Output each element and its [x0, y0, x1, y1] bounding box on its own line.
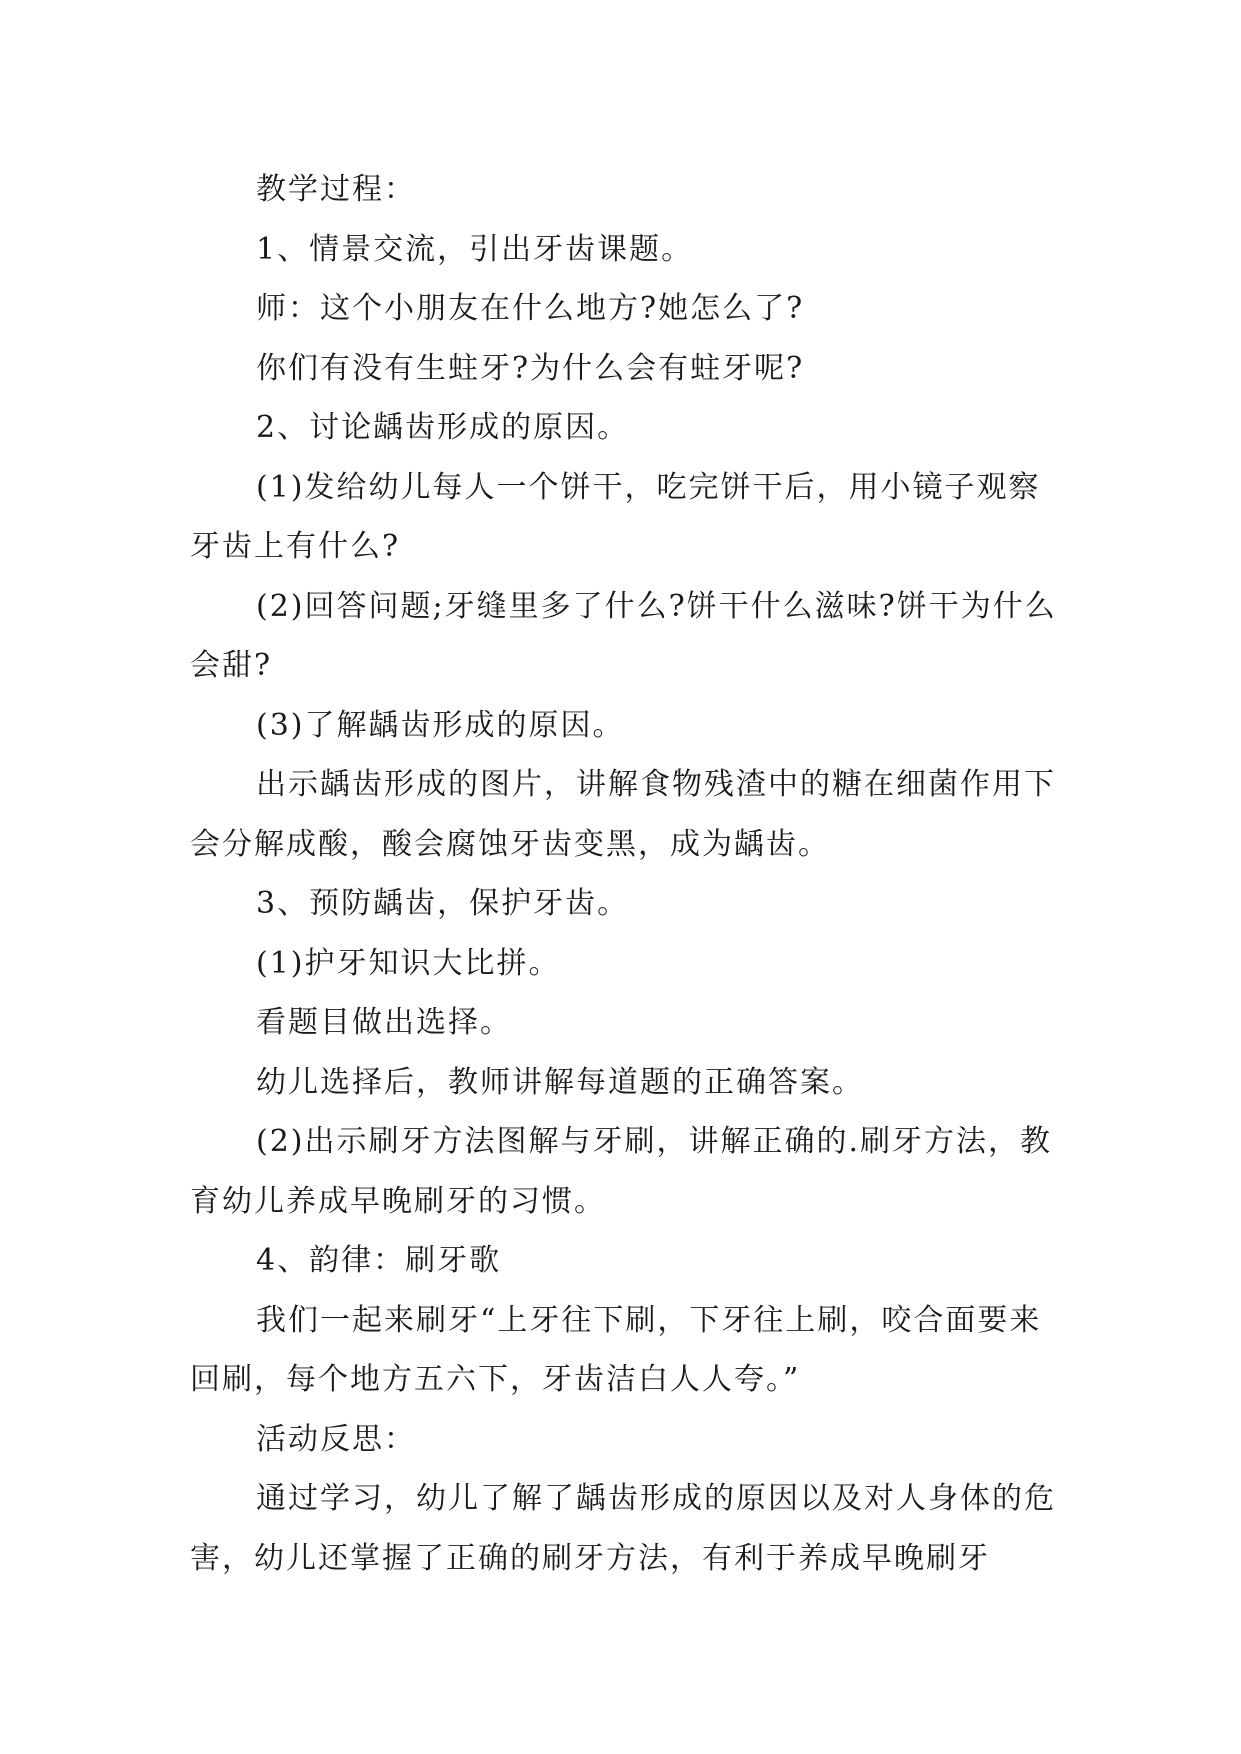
paragraph-song: 我们一起来刷牙“上牙往下刷，下牙往上刷，咬合面要来回刷，每个地方五六下，牙齿洁白人人夸。”	[190, 1302, 1042, 1397]
paragraph-reflection: 通过学习，幼儿了解了龋齿形成的原因以及对人身体的危害，幼儿还掌握了正确的刷牙方法，有利于养成早晚刷牙	[190, 1481, 1056, 1576]
paragraph-cavity-explanation: 出示龋齿形成的图片，讲解食物残渣中的糖在细菌作用下会分解成酸，酸会腐蚀牙齿变黑，成为龋齿。	[190, 767, 1056, 862]
paragraph-step-3-2: (2)出示刷牙方法图解与牙刷，讲解正确的.刷牙方法，教育幼儿养成早晚刷牙的习惯。	[190, 1124, 1053, 1219]
paragraph-teacher-question: 师：这个小朋友在什么地方?她怎么了?	[256, 291, 805, 326]
paragraph-step-4: 4、韵律：刷牙歌	[256, 1243, 502, 1278]
paragraph-teacher-answer: 幼儿选择后，教师讲解每道题的正确答案。	[256, 1064, 864, 1100]
paragraph-step-2-2: (2)回答问题;牙缝里多了什么?饼干什么滋味?饼干为什么会甜?	[190, 588, 1057, 683]
document-body	[190, 160, 1066, 1588]
paragraph-step-3-1: (1)护牙知识大比拼。	[256, 945, 561, 981]
paragraph-heading-reflection: 活动反思：	[256, 1421, 416, 1457]
paragraph-choose: 看题目做出选择。	[256, 1005, 512, 1040]
paragraph-step-1: 1、情景交流，引出牙齿课题。	[256, 231, 694, 267]
paragraph-heading-process: 教学过程：	[256, 172, 416, 207]
paragraph-cavity-question: 你们有没有生蛀牙?为什么会有蛀牙呢?	[256, 350, 805, 386]
paragraph-step-2-3: (3)了解龋齿形成的原因。	[256, 707, 625, 743]
paragraph-step-2: 2、讨论龋齿形成的原因。	[256, 410, 630, 445]
paragraph-step-2-1: (1)发给幼儿每人一个饼干，吃完饼干后，用小镜子观察牙齿上有什么?	[190, 469, 1041, 564]
paragraph-step-3: 3、预防龋齿，保护牙齿。	[256, 886, 630, 921]
